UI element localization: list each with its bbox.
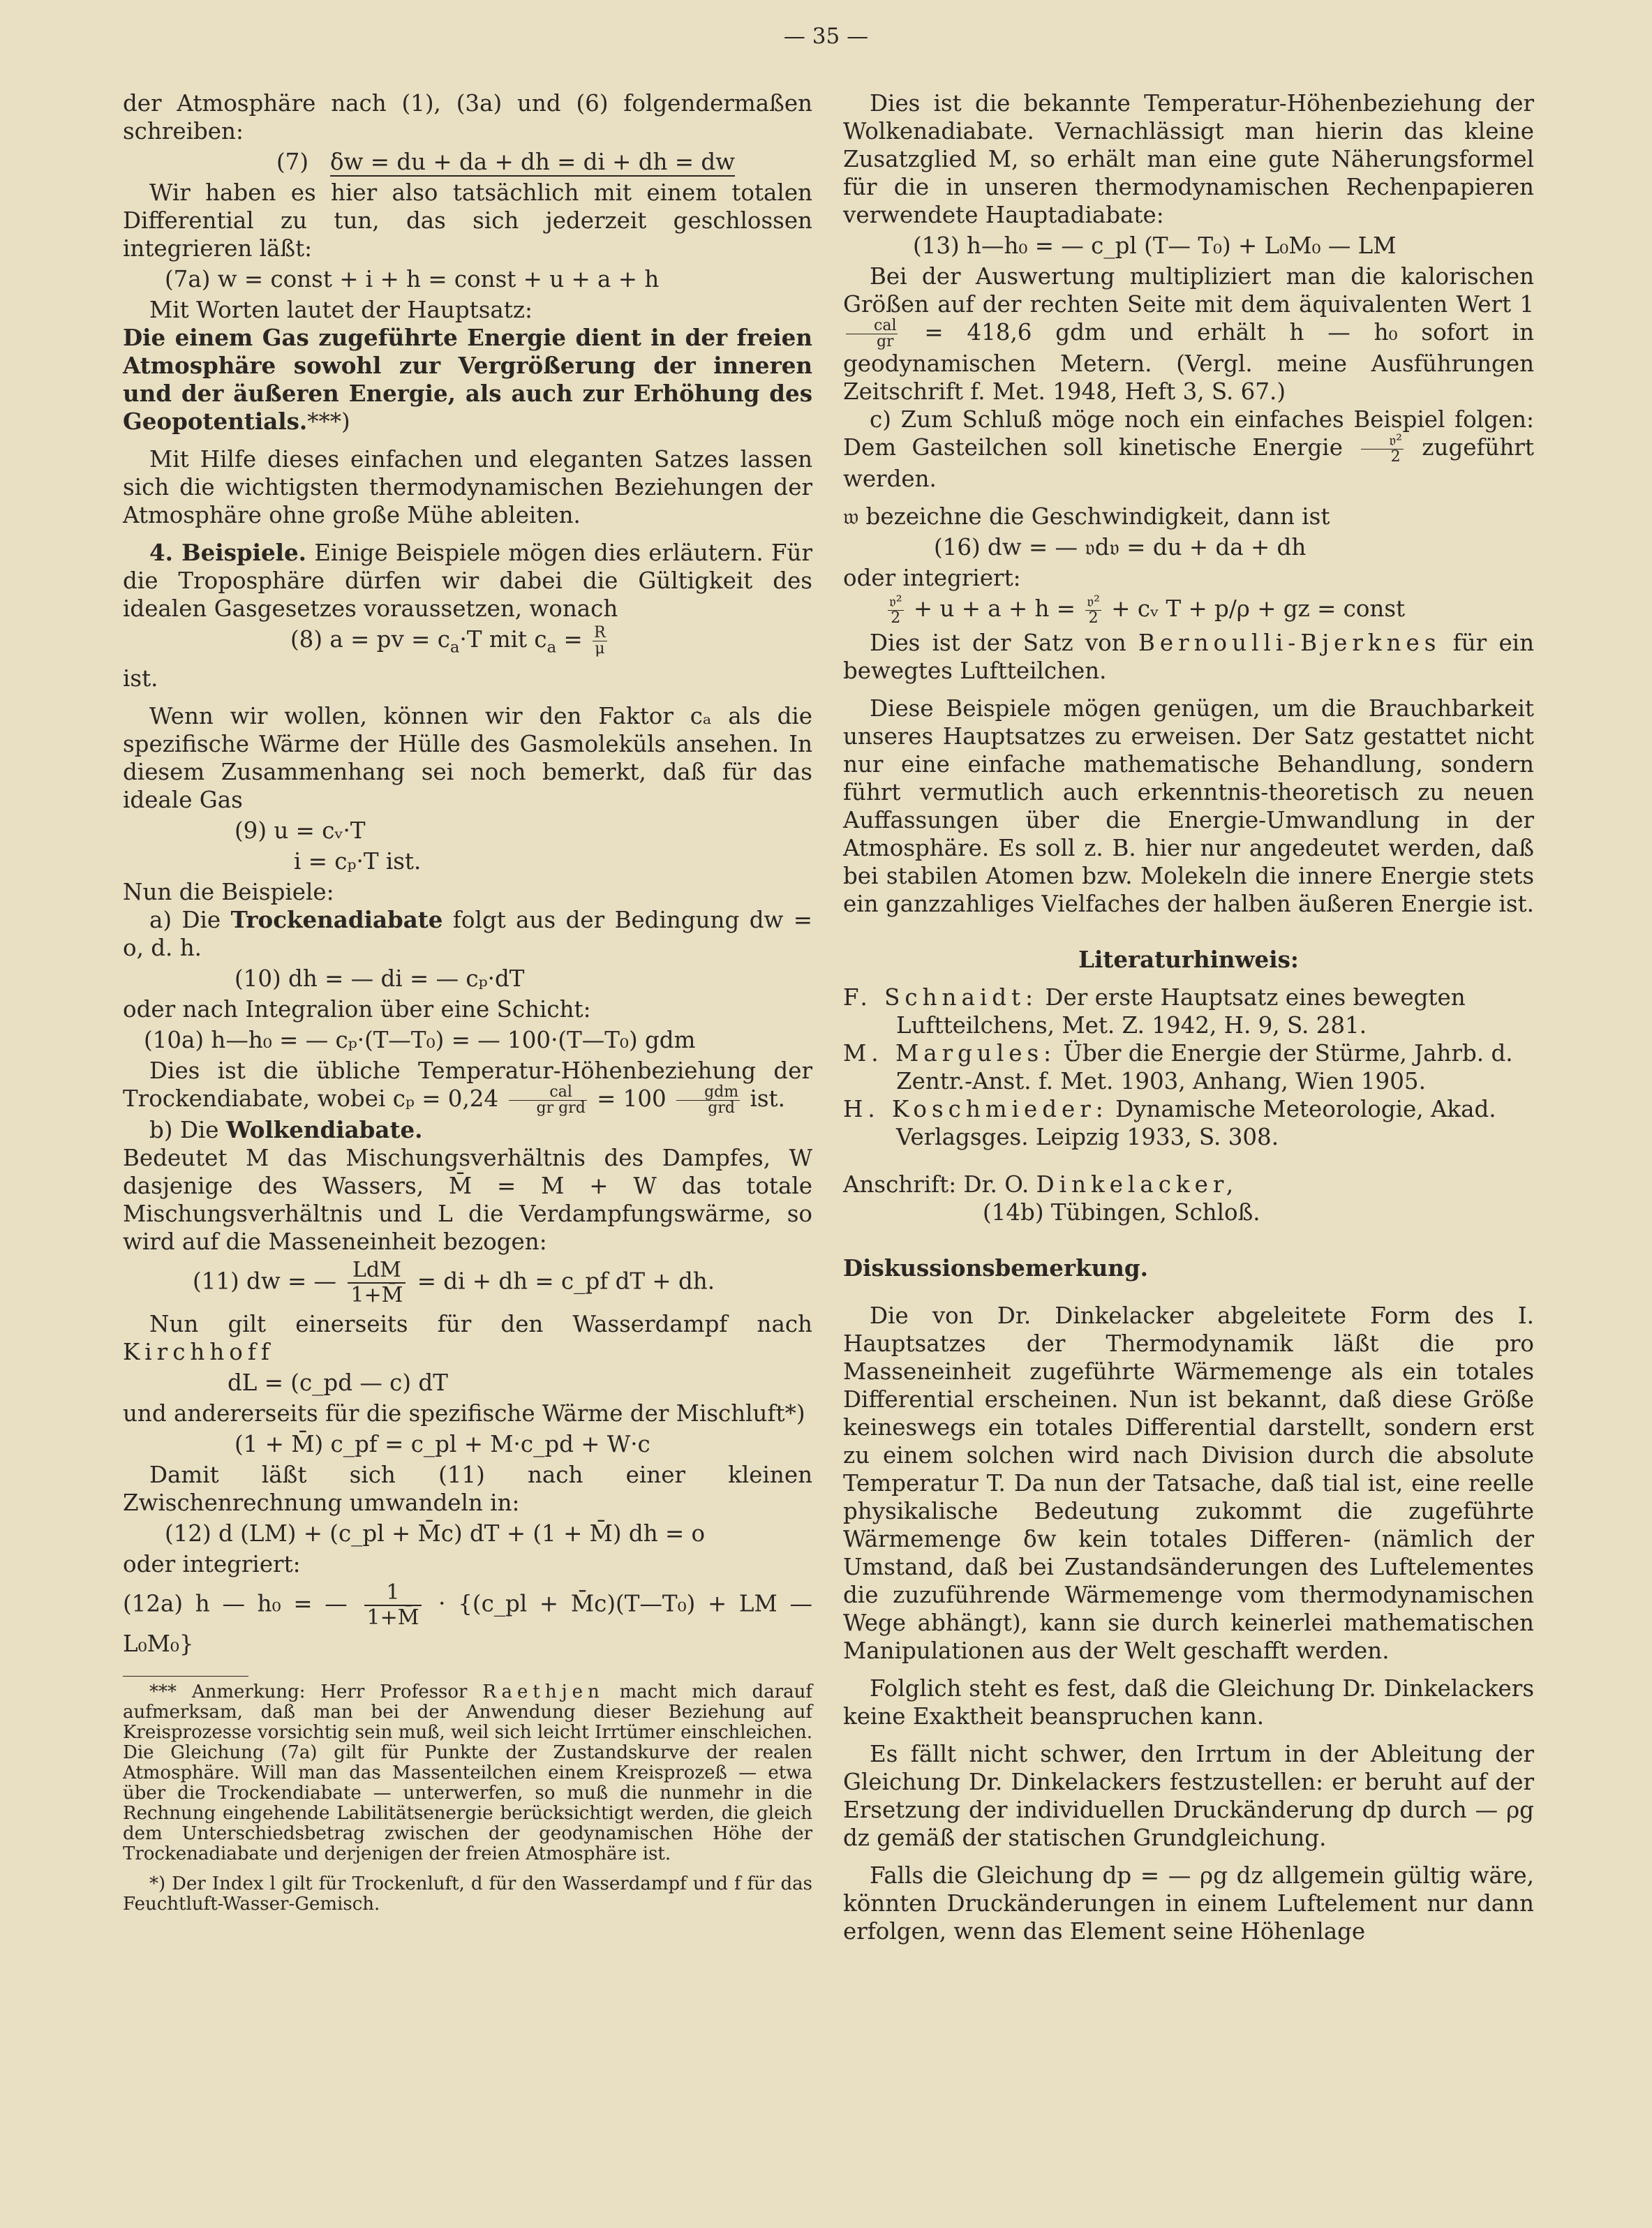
address-line: (14b) Tübingen, Schloß.	[983, 1199, 1260, 1226]
paragraph: oder nach Integralion über eine Schicht:	[123, 995, 591, 1023]
text: folgt aus der Bedingung dw = o, d. h.	[123, 906, 812, 961]
paragraph: Falls die Gleichung dp = — ρg dz allgemein gültig wäre, könnten Druckänderungen in einem Luftelement nur dann erfolgen, wenn das Element seine Höhenlage	[843, 1862, 1534, 1945]
fraction	[1361, 433, 1404, 465]
fraction	[888, 595, 904, 626]
author-name: H. Koschmieder:	[843, 1096, 1108, 1122]
fraction-den: gr	[876, 333, 894, 350]
theorem-text: Die einem Gas zugeführte Energie dient in der freien Atmosphäre sowohl zur Vergrößerung der inneren und der äußeren Energie, als auch zur Erhöhung des Geopotentials.	[123, 324, 812, 435]
paragraph: oder integriert:	[843, 565, 1021, 591]
equation-10: (10) dh = — di = — cₚ·dT	[235, 965, 525, 992]
equation-9a: (9) u = cᵥ·T	[235, 817, 366, 844]
paragraph: Wir haben es hier also tatsächlich mit einem totalen Differential zu tun, das sich jederzeit geschlossen integrieren läßt:	[123, 179, 812, 262]
fraction-den: 2	[1390, 448, 1401, 466]
reference-item	[843, 1039, 1534, 1095]
fraction-den: grd	[708, 1099, 735, 1117]
section-heading: 4. Beispiele.	[149, 539, 306, 566]
paragraph: oder integriert:	[123, 1550, 301, 1577]
paragraph: Nun die Beispiele:	[123, 878, 334, 905]
fraction	[1085, 595, 1101, 626]
section-heading: Literaturhinweis:	[1078, 946, 1299, 973]
paragraph	[123, 1310, 812, 1366]
fraction	[509, 1085, 587, 1116]
eq-part: + cᵥ T + p/ρ + gz = const	[1111, 595, 1406, 622]
paragraph: Die von Dr. Dinkelacker abgeleitete Form des I. Hauptsatzes der Thermodynamik läßt die pro Masseneinheit zugeführte Wärmemenge als ein totales Differential erscheinen. Nun ist bekannt, daß diese Größe keineswegs ein totales Differential darstellt, sondern erst zu einem solchen wird nach Division durch die absolute Temperatur T. Da nun der Tatsache, daß tial ist, eine reelle physikalische Bedeutung zukommt die zugeführte Wärmemenge δw kein totales Differen- (nämlich der Umstand, daß bei Zustandsänderungen des Luftelementes die zuzuführende Wärmemenge vom thermodynamischen Wege abhängt), kann sie durch keinerlei mathematischen Manipulationen aus der Welt geschafft werden.	[843, 1302, 1534, 1664]
paragraph	[123, 539, 812, 623]
eq8-part: ·T mit c	[459, 626, 547, 653]
fraction	[364, 1581, 422, 1630]
author-name: Raethjen	[482, 1681, 604, 1702]
text: ist.	[750, 1085, 785, 1112]
paragraph: Wenn wir wollen, können wir den Faktor cₐ als die spezifische Wärme der Hülle des Gasmoleküls ansehen. In diesem Zusammenhang sei noch bemerkt, daß für das ideale Gas	[123, 702, 812, 813]
paragraph	[843, 262, 1534, 406]
text: für ein bewegtes Luftteilchen.	[843, 630, 1535, 684]
author-name: Kirchhoff	[123, 1338, 274, 1365]
eq-part: = di + dh = c_pf dT + dh.	[417, 1268, 715, 1294]
fraction-num: R	[594, 624, 606, 641]
eq8-sub: a	[449, 638, 460, 657]
equation-9b: i = cₚ·T ist.	[294, 847, 422, 875]
text: a) Die	[149, 906, 221, 933]
paragraph: 𝔴 bezeichne die Geschwindigkeit, dann ist	[843, 503, 1330, 530]
fraction-num: cal	[846, 318, 898, 334]
eq8-part: =	[556, 626, 583, 653]
paragraph	[123, 1116, 812, 1144]
reference-text: Dynamische Meteorologie, Akad. Verlagsges. Leipzig 1933, S. 308.	[896, 1096, 1496, 1150]
eq8-sub: a	[546, 638, 557, 657]
term-bold: Wolkendiabate.	[225, 1115, 423, 1143]
text: Anmerkung: Herr Professor	[191, 1681, 468, 1702]
equation-7a: (7a) w = const + i + h = const + u + a + h	[165, 266, 660, 292]
paragraph	[843, 629, 1534, 685]
paragraph: ist.	[123, 664, 158, 692]
author-name: M. Margules:	[843, 1040, 1057, 1067]
footnotes	[123, 1676, 812, 1915]
paragraph	[843, 406, 1534, 493]
text: c) Zum Schluß möge noch ein einfaches Beispiel folgen: Dem Gasteilchen soll kinetische Energie	[843, 406, 1534, 461]
reference-item	[843, 983, 1534, 1039]
eq-part: (11) dw = —	[193, 1268, 337, 1294]
paragraph: Dies ist die bekannte Temperatur-Höhenbeziehung der Wolkenadiabate. Vernachlässigt man hierin das kleine Zusatzglied M, so erhält man eine gute Näherungsformel für die in unseren thermodynamischen Rechenpapieren verwendete Hauptadiabate:	[843, 90, 1534, 228]
fraction-num: 1	[364, 1581, 422, 1606]
equation-10a: (10a) h—h₀ = — cₚ·(T—T₀) = — 100·(T—T₀) gdm	[144, 1026, 696, 1053]
section-heading: Diskussionsbemerkung.	[843, 1254, 1148, 1282]
paragraph: und andererseits für die spezifische Wärme der Mischluft*)	[123, 1399, 805, 1427]
fraction-num: 𝔳²	[1087, 593, 1100, 611]
equation-16: (16) dw = — 𝔳d𝔳 = du + da + dh	[934, 534, 1307, 560]
eq-part: + u + a + h =	[913, 595, 1076, 622]
paragraph: der Atmosphäre nach (1), (3a) und (6) folgendermaßen schreiben:	[123, 90, 812, 144]
term-bold: Trockenadiabate	[230, 905, 443, 933]
paragraph: Diese Beispiele mögen genügen, um die Brauchbarkeit unseres Hauptsatzes zu erweisen. Der Satz gestattet nicht nur eine einfache mathematische Behandlung, sondern führt vermutlich auch erkenntnis-theoretisch zu neuen Auffassungen über die Energie-Umwandlung in der Atmosphäre. Es soll z. B. hier nur angedeutet werden, daß bei stabilen Atomen bzw. Molekeln die innere Energie stets ein ganzzahliges Vielfaches der halben äußeren Energie ist.	[843, 695, 1534, 917]
reference-text: Der erste Hauptsatz eines bewegten Luftteilchens, Met. Z. 1942, H. 9, S. 281.	[896, 984, 1466, 1039]
equation-12a	[123, 1581, 812, 1658]
fraction	[593, 625, 607, 657]
paragraph: Bedeutet M das Mischungsverhältnis des Dampfes, W dasjenige des Wassers, M̄ = M + W das totale Mischungsverhältnis und L die Verdampfungswärme, so wird auf die Masseneinheit bezogen:	[123, 1144, 812, 1255]
fraction-den: 1+M̄	[350, 1282, 403, 1307]
text: macht mich darauf aufmerksam, daß man bei der Anwendung dieser Beziehung auf Kreisprozesse vorsichtig sein muß, weil sich leicht Irrtümer einschleichen. Die Gleichung (7a) gilt für Punkte der Zustandskurve der realen Atmosphäre. Will man das Massenteilchen einem Kreisprozeß — etwa über die Trockendiabate — unterwerfen, so muß die nunmehr in die Rechnung eingehende Labilitätsenergie berücksichtigt werden, die gleich dem Unterschiedsbetrag zwischen der geodynamischen Höhe der Trockenadiabate und derjenigen der freien Atmosphäre ist.	[123, 1681, 812, 1864]
text: zugeführt werden.	[843, 434, 1534, 492]
text: Bei der Auswertung multipliziert man die kalorischen Größen auf der rechten Seite mit dem äquivalenten Wert 1	[843, 263, 1534, 318]
equation-7	[123, 148, 812, 176]
footnote-mark: ***)	[307, 408, 350, 435]
eq8-part: (8) a = pv = c	[290, 626, 450, 653]
fraction-num: cal	[509, 1085, 587, 1101]
eq-label: (7)	[276, 149, 309, 175]
reference-item	[843, 1095, 1534, 1151]
text: b) Die	[149, 1116, 219, 1143]
text: Dies ist die übliche Temperatur-Höhenbeziehung der Trockendiabate, wobei cₚ = 0,24	[123, 1057, 812, 1112]
author-name: Dinkelacker,	[1036, 1171, 1239, 1198]
page-number: — 35 —	[783, 24, 869, 49]
fraction-den: gr grd	[536, 1099, 586, 1117]
right-column	[843, 89, 1534, 1945]
text: Nun gilt einerseits für den Wasserdampf nach	[149, 1310, 812, 1337]
paragraph: Damit läßt sich (11) nach einer kleinen Zwischenrechnung umwandeln in:	[123, 1461, 812, 1516]
fraction-den: 2	[891, 609, 901, 627]
text: Dies ist der Satz von	[870, 630, 1126, 656]
address	[843, 1171, 1534, 1198]
author-name: F. Schnaidt:	[843, 984, 1039, 1011]
footnote-mark: ***	[149, 1681, 177, 1702]
equation-8	[123, 625, 812, 662]
fraction	[348, 1258, 405, 1307]
paragraph: Folglich steht es fest, daß die Gleichung Dr. Dinkelackers keine Exaktheit beanspruchen kann.	[843, 1675, 1534, 1730]
footnote: *) Der Index l gilt für Trockenluft, d für den Wasserdampf und f für das Feuchtluft-Wasser-Gemisch.	[123, 1873, 812, 1915]
fraction-num: 𝔳²	[1361, 433, 1404, 450]
fraction	[846, 318, 898, 350]
equation-11	[123, 1258, 812, 1307]
author-name: Bernoulli-Bjerknes	[1138, 630, 1441, 656]
fraction-den: 1+M̄	[366, 1605, 419, 1630]
footnote-rule	[123, 1676, 248, 1677]
reference-text: Über die Energie der Stürme, Jahrb. d. Zentr.-Anst. f. Met. 1903, Anhang, Wien 1905.	[896, 1040, 1513, 1094]
fraction-den: 2	[1088, 609, 1099, 627]
paragraph: Mit Hilfe dieses einfachen und eleganten Satzes lassen sich die wichtigsten thermodynamischen Beziehungen der Atmosphäre ohne große Mühe ableiten.	[123, 446, 812, 528]
eq-body: δw = du + da + dh = di + dh = dw	[330, 149, 736, 175]
paragraph	[123, 906, 812, 962]
footnote	[123, 1682, 812, 1864]
text: Anschrift: Dr. O.	[843, 1171, 1029, 1198]
equation-13: (13) h—h₀ = — c_pl (T— T₀) + L₀M₀ — LM	[913, 232, 1397, 259]
text: = 100	[597, 1085, 667, 1112]
text: = 418,6 gdm und erhält h — h₀ sofort in geodynamischen Metern. (Vergl. meine Ausführungen Zeitschrift f. Met. 1948, Heft 3, S. 67.)	[843, 319, 1534, 405]
equation-12: (12) d (LM) + (c_pl + M̄c) dT + (1 + M̄) dh = o	[165, 1520, 706, 1547]
paragraph: Es fällt nicht schwer, den Irrtum in der Ableitung der Gleichung Dr. Dinkelackers festzustellen: er beruht auf der Ersetzung der individuellen Druckänderung dp durch — ρg dz gemäß der statischen Grundgleichung.	[843, 1741, 1534, 1851]
equation-dl: dL = (c_pd — c) dT	[228, 1369, 448, 1396]
equation-cpf: (1 + M̄) c_pf = c_pl + M·c_pd + W·c	[235, 1430, 650, 1457]
paragraph	[123, 1057, 812, 1116]
equation-bernoulli	[843, 595, 1534, 626]
section-text: Einige Beispiele mögen dies erläutern. Für die Troposphäre dürfen wir dabei die Gültigkeit des idealen Gasgesetzes voraussetzen, wonach	[123, 540, 812, 622]
fraction-den: μ	[595, 640, 605, 658]
fraction	[676, 1085, 740, 1116]
fraction-num: gdm	[676, 1085, 740, 1101]
eq-part: (12a) h — h₀ = —	[123, 1590, 348, 1617]
eq-part: · {(c_pl + M̄c)(T—T₀) + LM — L₀M₀}	[123, 1590, 812, 1657]
theorem-statement	[123, 324, 812, 436]
paragraph: Mit Worten lautet der Hauptsatz:	[149, 297, 533, 323]
fraction-num: 𝔳²	[889, 593, 902, 611]
left-column	[123, 89, 812, 1915]
fraction-num: LdM	[348, 1258, 405, 1284]
